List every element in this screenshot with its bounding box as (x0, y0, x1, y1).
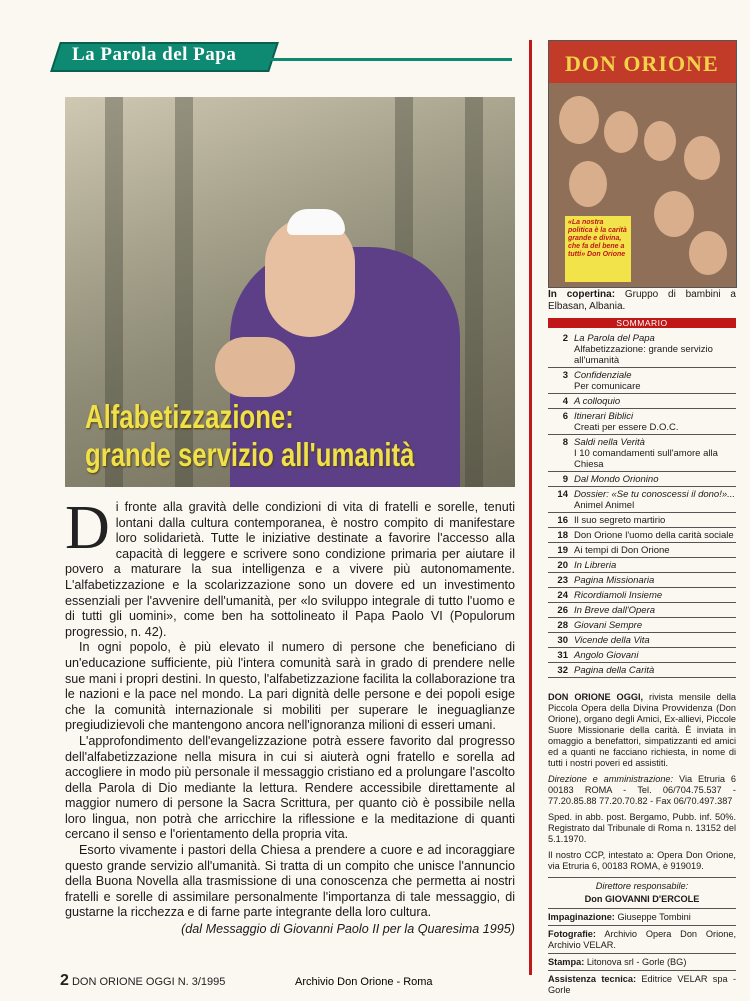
toc-item (548, 588, 736, 603)
cover-caption: In copertina: Gruppo di bambini a Elbasan, Albania. (548, 289, 736, 312)
paragraph-2: In ogni popolo, è più elevato il numero di persone che beneficiano di un'educazione sufficiente, più l'intera comunità sarà in grado di prendere nelle sue mani i propri destini. In questo, l'alfabetizzazione facilita la collaborazione tra le nazioni e la pace nel mondo. La pari dignità delle persone e dei popoli esige che la comunità internazionale si mobiliti per superare le ineguaglianze pregiudizievoli che mantengono ancora nell'ignoranza milioni di esseri umani. (65, 640, 515, 733)
issue-label: DON ORIONE OGGI N. 3/1995 (71, 976, 226, 988)
toc-page-number: 4 (562, 396, 568, 407)
credit-line: Assistenza tecnica: Editrice VELAR spa - Gorle (548, 970, 736, 998)
toc-page-number: 18 (557, 530, 568, 541)
toc-item (548, 487, 736, 513)
toc-title: A colloquio (574, 396, 621, 407)
paragraph-3: L'approfondimento dell'evangelizzazione potrà essere favorito dal progresso dell'alfabetizzazione nella misura in cui si aiuterà ogni fratello e sorella ad accogliere in modo più personale il messaggio cristiano ed a prolungare l'ascolto della Parola di Dio mediante la lettura. Rendere accessibile direttamente al maggior numero di persone la Sacra Scrittura, per quanto ciò è possibile nella loro lingua, non potrà che arricchire la riflessione e la meditazione di quanti cercano il senso e l'orientamento della propria vita. (65, 733, 515, 842)
toc-page-number: 24 (557, 590, 568, 601)
page-footer (60, 972, 225, 990)
toc-title: Pagina della Carità (574, 665, 655, 676)
toc-title: Pagina Missionaria (574, 575, 655, 586)
toc-item (548, 368, 736, 394)
toc-item (548, 633, 736, 648)
header-rule (270, 58, 512, 61)
toc-item (548, 663, 736, 678)
toc-page-number: 9 (562, 474, 568, 485)
credit-line: Stampa: Litonova srl - Gorle (BG) (548, 953, 736, 970)
toc-item (548, 573, 736, 588)
toc-page-number: 2 (562, 333, 568, 344)
toc-item (548, 543, 736, 558)
toc-page-number: 23 (557, 575, 568, 586)
article-title (85, 398, 414, 474)
column-divider (529, 40, 532, 975)
toc-title: Itinerari Biblici Creati per essere D.O.C. (574, 411, 679, 433)
toc-page-number: 19 (557, 545, 568, 556)
toc-title: Angolo Giovani (574, 650, 639, 661)
toc-title: Ricordiamoli Insieme (574, 590, 663, 601)
credit-line: Impaginazione: Giuseppe Tombini (548, 908, 736, 925)
director-label: Direttore responsabile: (548, 877, 736, 894)
toc-title: Il suo segreto martirio (574, 515, 666, 526)
toc-title: In Libreria (574, 560, 617, 571)
toc-item (548, 648, 736, 663)
toc-page-number: 3 (562, 370, 568, 381)
toc-title: Don Orione l'uomo della carità sociale (574, 530, 734, 541)
toc-heading: SOMMARIO (548, 318, 736, 328)
ccp-info: Il nostro CCP, intestato a: Opera Don Orione, via Etruria 6, 00183 ROMA, è 919019. (548, 850, 736, 871)
toc-title: Confidenziale Per comunicare (574, 370, 641, 392)
toc-item (548, 618, 736, 633)
toc-item (548, 331, 736, 368)
cover-quote: «La nostra politica è la carità grande e divina, che fa del bene a tutti» Don Orione (565, 216, 631, 282)
toc-item (548, 513, 736, 528)
toc-page-number: 26 (557, 605, 568, 616)
paragraph-4: Esorto vivamente i pastori della Chiesa a prendere a cuore e ad incoraggiare questo grande servizio all'umanità. Si tratta di un compito che unisce l'annuncio della Buona Novella alla trasmissione di una conoscenza che permetta ai nostri fratelli e sorelle di assimilare personalmente l'importanza di tale messaggio, di gustarne la ricchezza e di farne parte integrante della loro cultura. (65, 843, 515, 920)
director-name: Don GIOVANNI D'ERCOLE (584, 894, 700, 904)
toc-item (548, 558, 736, 573)
toc-item (548, 409, 736, 435)
toc-title: Dal Mondo Orionino (574, 474, 659, 485)
toc-item (548, 603, 736, 618)
toc-item (548, 472, 736, 487)
toc-title: Giovani Sempre (574, 620, 643, 631)
section-title: La Parola del Papa (72, 44, 237, 65)
toc-title: Vicende della Vita (574, 635, 650, 646)
drop-cap: D (65, 494, 110, 562)
article-title-line2: grande servizio all'umanità (85, 436, 415, 473)
postal-info: Sped. in abb. post. Bergamo, Pubb. inf. 50%. Registrato dal Tribunale di Roma n. 13152 del 5.1.1970. (548, 812, 736, 844)
article-title-line1: Alfabetizzazione: (85, 398, 294, 435)
table-of-contents (548, 331, 736, 678)
toc-page-number: 30 (557, 635, 568, 646)
credits (548, 908, 736, 998)
toc-title: Saldi nella Verità I 10 comandamenti sull'amore alla Chiesa (574, 437, 718, 470)
toc-page-number: 6 (562, 411, 568, 422)
cover-masthead: DON ORIONE (549, 41, 736, 83)
toc-title: Dossier: «Se tu conoscessi il dono!»... Animel Animel (574, 489, 736, 511)
toc-page-number: 28 (557, 620, 568, 631)
toc-title: Ai tempi di Don Orione (574, 545, 670, 556)
toc-page-number: 31 (557, 650, 568, 661)
address: Direzione e amministrazione: Via Etruria 6 00183 ROMA - Tel. 06/704.75.537 - 77.20.85.88 77.20.70.82 - Fax 06/70.497.387 (548, 774, 737, 806)
toc-title: La Parola del Papa Alfabetizzazione: grande servizio all'umanità (574, 333, 713, 366)
toc-page-number: 20 (557, 560, 568, 571)
toc-page-number: 16 (557, 515, 568, 526)
toc-page-number: 14 (557, 489, 568, 500)
magazine-description: DON ORIONE OGGI, rivista mensile della Piccola Opera della Divina Provvidenza (Don Orione), organo degli Amici, Ex-allievi, Piccole Suore Missionarie della carità. È inviata in omaggio a benefattori, simpatizzanti ed amici ed a quanti ne facciano richiesta, in nome di tutti i nostri poveri ed assistiti. (548, 692, 736, 768)
credit-line: Fotografie: Archivio Opera Don Orione, Archivio VELAR. (548, 925, 736, 953)
cover-image (548, 40, 737, 288)
toc-item (548, 528, 736, 543)
toc-item (548, 435, 736, 472)
archive-watermark: Archivio Don Orione - Roma (295, 976, 433, 988)
toc-title: In Breve dall'Opera (574, 605, 656, 616)
toc-page-number: 8 (562, 437, 568, 448)
toc-page-number: 32 (557, 665, 568, 676)
toc-item (548, 394, 736, 409)
paragraph-1: Di fronte alla gravità delle condizioni di vita di fratelli e sorelle, tenuti lontani dalla cultura contemporanea, è nostro compito di manifestare loro solidarietà. Tutte le iniziative destinate a favorire l'accesso alla capacità di leggere e scrivere sono condizione primaria per aiutare il povero a maturare la sua intelligenza e a vivere più autonomamente. L'alfabetizzazione e la scolarizzazione sono un dovere ed un investimento essenziali per l'avvenire dell'umanità, per «lo sviluppo integrale di tutto l'uomo e di tutti gli uomini», come ben ha sottolineato il Papa Paolo VI (Populorum progressio, n. 42). (65, 494, 515, 639)
publication-info (548, 692, 736, 998)
article-body (65, 494, 515, 938)
article-source: (dal Messaggio di Giovanni Paolo II per la Quaresima 1995) (181, 922, 515, 937)
page-number: 2 (60, 972, 69, 989)
